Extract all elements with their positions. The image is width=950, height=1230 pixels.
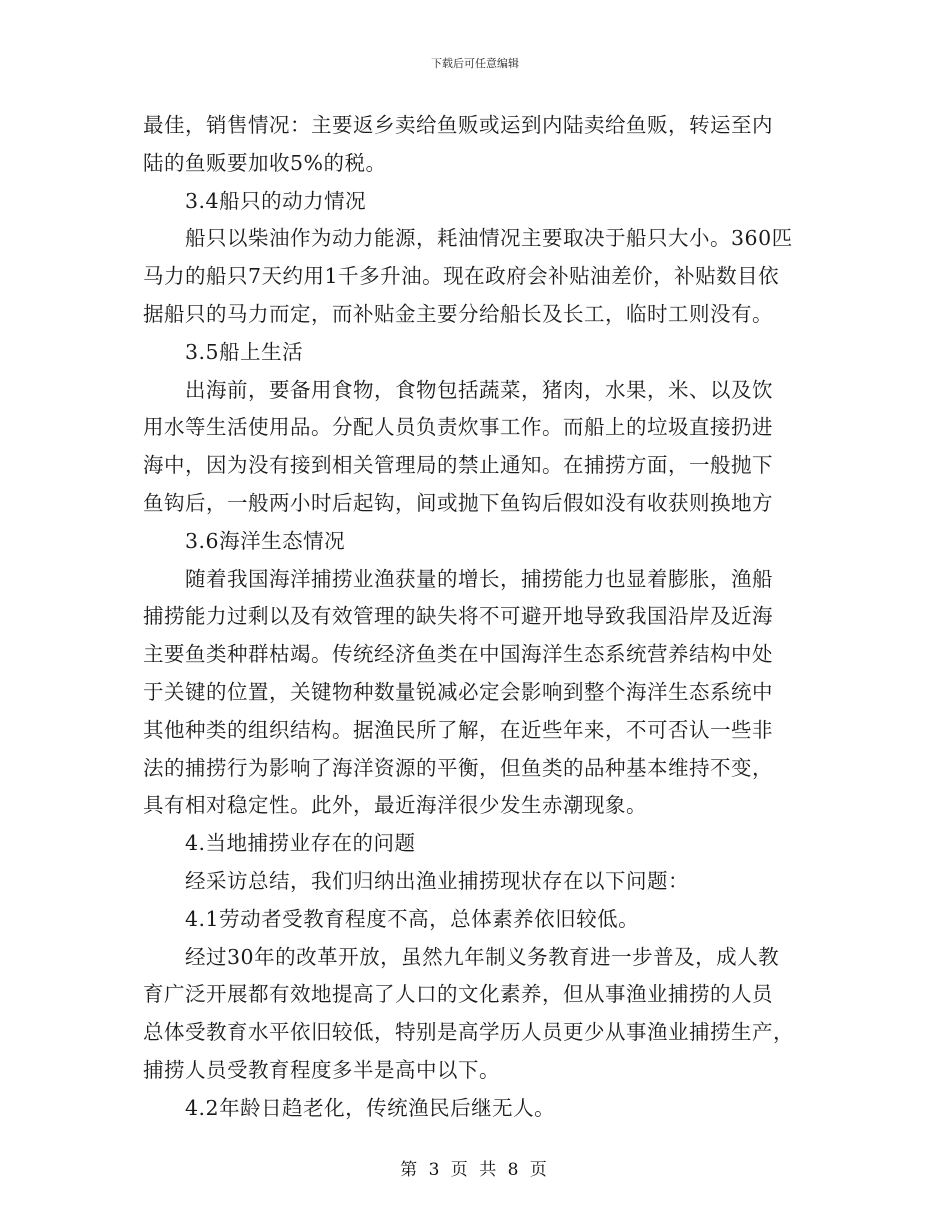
text-line: 捕捞人员受教育程度多半是高中以下。 [143, 1057, 500, 1082]
text-line: 4.2年龄日趋老化，传统渔民后继无人。 [185, 1095, 556, 1120]
text-line: 经采访总结，我们归纳出渔业捕捞现状存在以下问题： [185, 868, 689, 893]
document-body [143, 107, 823, 1128]
text-line: 4.1劳动者受教育程度不高，总体素养依旧较低。 [185, 906, 640, 931]
page-number-footer: 第 3 页 共 8 页 [400, 1160, 550, 1180]
text-line: 海中，因为没有接到相关管理局的禁止通知。在捕捞方面，一般抛下 [143, 453, 773, 478]
text-line: 法的捕捞行为影响了海洋资源的平衡，但鱼类的品种基本维持不变， [143, 755, 773, 780]
text-line: 4.当地捕捞业存在的问题 [185, 831, 416, 856]
text-line: 总体受教育水平依旧较低，特别是高学历人员更少从事渔业捕捞生产， [143, 1020, 794, 1045]
text-line: 马力的船只7天约用1千多升油。现在政府会补贴油差价，补贴数目依 [143, 264, 780, 289]
text-line: 随着我国海洋捕捞业渔获量的增长，捕捞能力也显着膨胀，渔船 [185, 566, 773, 591]
text-line: 3.6海洋生态情况 [185, 528, 346, 553]
text-line: 船只以柴油作为动力能源，耗油情况主要取决于船只大小。360匹 [185, 226, 793, 251]
text-line: 3.5船上生活 [185, 339, 304, 364]
text-line: 陆的鱼贩要加收5%的税。 [143, 150, 387, 175]
text-line: 主要鱼类种群枯竭。传统经济鱼类在中国海洋生态系统营养结构中处 [143, 642, 773, 667]
text-line: 经过30年的改革开放，虽然九年制义务教育进一步普及，成人教 [185, 944, 780, 969]
text-line: 于关键的位置，关键物种数量锐减必定会影响到整个海洋生态系统中 [143, 679, 773, 704]
text-line: 出海前，要备用食物，食物包括蔬菜，猪肉，水果，米、以及饮 [185, 377, 773, 402]
text-line: 育广泛开展都有效地提高了人口的文化素养，但从事渔业捕捞的人员 [143, 982, 773, 1007]
text-line: 最佳，销售情况：主要返乡卖给鱼贩或运到内陆卖给鱼贩，转运至内 [143, 113, 773, 137]
text-line: 其他种类的组织结构。据渔民所了解，在近些年来，不可否认一些非 [143, 717, 773, 742]
text-line: 具有相对稳定性。此外，最近海洋很少发生赤潮现象。 [143, 793, 647, 818]
text-line: 据船只的马力而定，而补贴金主要分给船长及长工，临时工则没有。 [143, 301, 773, 326]
text-line: 3.4船只的动力情况 [185, 188, 367, 213]
text-line: 用水等生活使用品。分配人员负责炊事工作。而船上的垃圾直接扔进 [143, 415, 773, 440]
page-header: 下载后可任意编辑 [431, 57, 519, 70]
text-line: 鱼钩后，一般两小时后起钩，间或抛下鱼钩后假如没有收获则换地方 [143, 490, 773, 515]
text-line: 捕捞能力过剩以及有效管理的缺失将不可避开地导致我国沿岸及近海 [143, 604, 773, 629]
